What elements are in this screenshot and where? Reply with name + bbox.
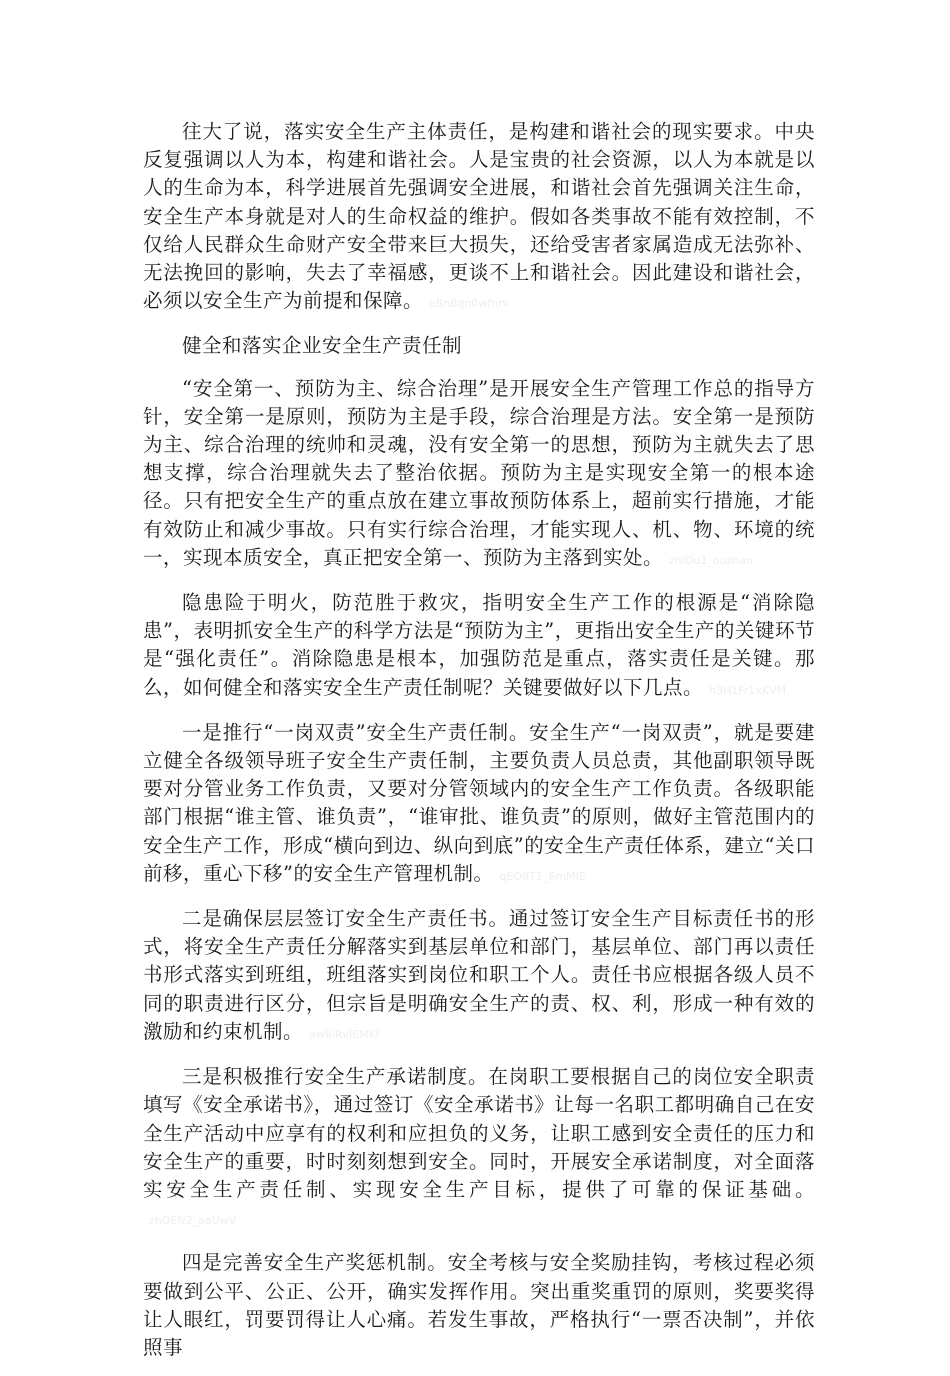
paragraph-point-two bbox=[143, 905, 815, 1049]
paragraph-text: 一是推行“一岗双责”安全生产责任制。安全生产“一岗双责”，就是要建立健全各级领导班子安全生产责任制，主要负责人员总责，其他副职领导既要对分管业务工作负责，又要对分管领域内的安全生产工作负责。各级职能部门根据“谁主管、谁负责”，“谁审批、谁负责”的原则，做好主管范围内的安全生产工作，形成“横向到边、纵向到底”的安全生产责任体系，建立“关口前移，重心下移”的安全生产管理机制。 bbox=[143, 720, 815, 885]
paragraph-text: 二是确保层层签订安全生产责任书。通过签订安全生产目标责任书的形式，将安全生产责任分解落实到基层单位和部门，基层单位、部门再以责任书形式落实到班组，班组落实到岗位和职工个人。责任书应根据各级人员不同的职责进行区分，但宗旨是明确安全生产的责、权、利，形成一种有效的激励和约束机制。 bbox=[143, 907, 815, 1043]
section-heading bbox=[143, 332, 815, 360]
watermark-text: aw6iRvIEMKl bbox=[309, 1027, 379, 1041]
watermark-text: h3H1Fr1xKVM bbox=[709, 683, 787, 697]
paragraph-point-four bbox=[143, 1249, 815, 1362]
paragraph-harmonious-society bbox=[143, 118, 815, 318]
paragraph-text: “安全第一、预防为主、综合治理”是开展安全生产管理工作总的指导方针，安全第一是原则，预防为主是手段，综合治理是方法。安全第一是预防为主、综合治理的统帅和灵魂，没有安全第一的思想，预防为主就失去了思想支撑，综合治理就失去了整治依据。预防为主是实现安全第一的根本途径。只有把安全生产的重点放在建立事故预防体系上，超前实行措施，才能有效防止和减少事故。只有实行综合治理，才能实现人、机、物、环境的统一，实现本质安全，真正把安全第一、预防为主落到实处。 bbox=[143, 376, 815, 569]
document-body bbox=[143, 118, 815, 1376]
paragraph-text: 四是完善安全生产奖惩机制。安全考核与安全奖励挂钩，考核过程必须要做到公平、公正、公开，确实发挥作用。突出重奖重罚的原则，奖要奖得让人眼红，罚要罚得让人心痛。若发生事故，严格执行“一票否决制”，并依照事 bbox=[143, 1251, 815, 1359]
paragraph-safety-first bbox=[143, 375, 815, 575]
paragraph-point-three bbox=[143, 1063, 815, 1235]
paragraph-text: 往大了说，落实安全生产主体责任，是构建和谐社会的现实要求。中央反复强调以人为本，构建和谐社会。人是宝贵的社会资源，以人为本就是以人的生命为本，科学进展首先强调安全进展，和谐社会首先强调关注生命，安全生产本身就是对人的生命权益的维护。假如各类事故不能有效控制，不仅给人民群众生命财产安全带来巨大损失，还给受害者家属造成无法弥补、无法挽回的影响，失去了幸福感，更谈不上和谐社会。因此建设和谐社会，必须以安全生产为前提和保障。 bbox=[143, 120, 815, 313]
paragraph-text: 隐患险于明火，防范胜于救灾，指明安全生产工作的根源是“消除隐患”，表明抓安全生产的科学方法是“预防为主”，更指出安全生产的关键环节是“强化责任”。消除隐患是根本，加强防范是重点，落实责任是关键。那么，如何健全和落实安全生产责任制呢？关键要做好以下几点。 bbox=[143, 591, 815, 699]
heading-text: 健全和落实企业安全生产责任制 bbox=[182, 334, 463, 358]
watermark-text: eBn8qn0wfnrv bbox=[429, 297, 510, 311]
watermark-text: q6O9T1_6mMIE bbox=[499, 869, 586, 883]
paragraph-point-one bbox=[143, 719, 815, 891]
watermark-text: zhiOu1_ouzhao bbox=[669, 553, 753, 567]
paragraph-hidden-danger bbox=[143, 589, 815, 705]
watermark-text: zhOEN2_aaUwV bbox=[149, 1214, 237, 1228]
paragraph-text: 三是积极推行安全生产承诺制度。在岗职工要根据自己的岗位安全职责填写《安全承诺书》，通过签订《安全承诺书》让每一名职工都明确自己在安全生产活动中应享有的权利和应担负的义务，让职工感到安全责任的压力和安全生产的重要，时时刻刻想到安全。同时，开展安全承诺制度，对全面落实安全生产责任制、实现安全生产目标，提供了可靠的保证基础。 bbox=[143, 1065, 815, 1201]
